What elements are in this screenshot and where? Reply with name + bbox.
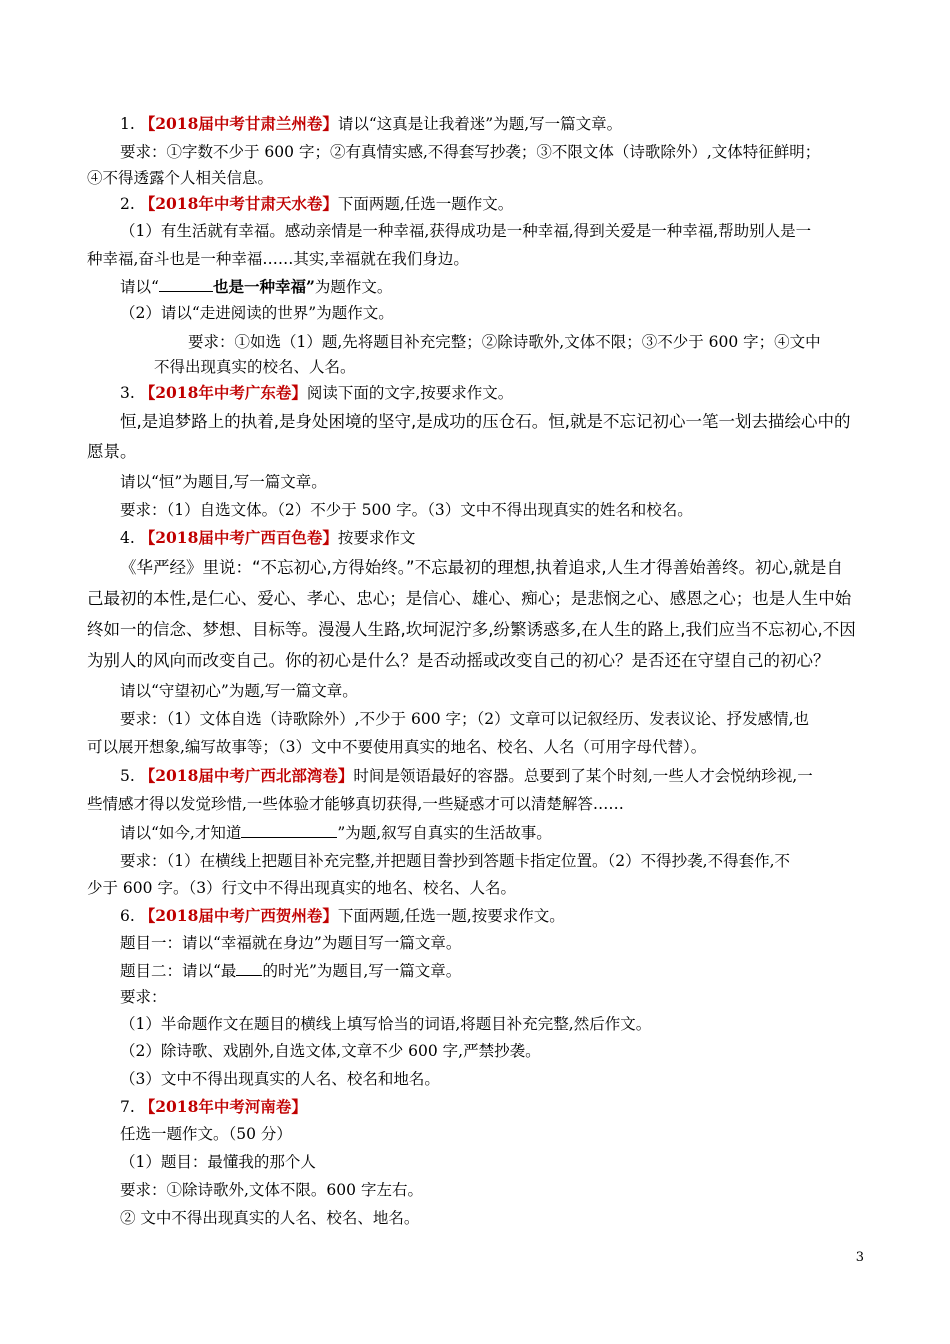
q2-title-prefix: 请以“	[120, 278, 159, 296]
q3-text: 阅读下面的文字,按要求作文。	[306, 384, 514, 402]
q4-material-quote: “不忘初心,方得始终。”不忘最初的理想,执着追求,人生才得善始善终。初心,就是自	[252, 558, 843, 577]
q7-requirement-1: 要求：①除诗歌外,文体不限。600 字左右。	[120, 1181, 423, 1199]
q4-material-line4: 为别人的风向而改变自己。你的初心是什么？是否动摇或改变自己的初心？是否还在守望自己的初心？	[87, 651, 830, 670]
q4-prompt: 请以“守望初心”为题,写一篇文章。	[120, 682, 358, 700]
q1-line	[120, 113, 622, 135]
q2-option1-line1: （1）有生活就有幸福。感动亲情是一种幸福,获得成功是一种幸福,得到关爱是一种幸福,帮助别人是一	[120, 222, 812, 240]
q7-line	[120, 1096, 307, 1118]
q2-title-suffix: 为题作文。	[314, 278, 393, 296]
q2-option2: （2）请以“走进阅读的世界”为题作文。	[120, 304, 394, 322]
q5-prompt	[120, 821, 552, 844]
q6-topic-2-suffix: 的时光”为题目,写一篇文章。	[262, 962, 462, 980]
q7-requirement-2: ② 文中不得出现真实的人名、校名、地名。	[120, 1209, 420, 1227]
q6-topic-2-prefix: 题目二：请以“最	[120, 962, 237, 980]
q2-option1-line2: 种幸福,奋斗也是一种幸福……其实,幸福就在我们身边。	[87, 250, 469, 268]
q3-line	[120, 382, 513, 404]
q4-material-source: 《华严经》里说：	[120, 558, 252, 577]
q4-text: 按要求作文	[337, 529, 416, 547]
q2-title-prompt	[120, 275, 392, 298]
q6-number: 6.	[120, 907, 135, 925]
q5-line	[120, 765, 813, 787]
q4-material-line1	[120, 556, 843, 580]
q2-title-bold: 也是一种幸福”	[212, 277, 315, 296]
q5-source-tag: 【2018届中考广西北部湾卷】	[139, 766, 354, 785]
q3-material-line1: 恒,是追梦路上的执着,是身处困境的坚守,是成功的压仓石。恒,就是不忘记初心一笔一划去描绘心中的	[120, 412, 851, 431]
q6-requirement-2: （2）除诗歌、戏剧外,自选文体,文章不少 600 字,严禁抄袭。	[120, 1042, 541, 1060]
q2-source-tag: 【2018年中考甘肃天水卷】	[139, 194, 338, 213]
q7-instruction: 任选一题作文。（50 分）	[120, 1125, 292, 1143]
q6-text: 下面两题,任选一题,按要求作文。	[337, 907, 565, 925]
q5-requirement-1: 要求：（1）在横线上把题目补充完整,并把题目誊抄到答题卡指定位置。（2）不得抄袭,不得套作,不	[120, 852, 791, 870]
q6-source-tag: 【2018届中考广西贺州卷】	[139, 906, 338, 925]
q6-topic-2	[120, 959, 461, 982]
q4-material-line2: 己最初的本性,是仁心、爱心、孝心、忠心；是信心、雄心、痴心；是悲悯之心、感恩之心；也是人生中始	[87, 589, 852, 608]
q1-source-tag: 【2018届中考甘肃兰州卷】	[139, 114, 338, 133]
q3-prompt: 请以“恒”为题目,写一篇文章。	[120, 473, 327, 491]
q6-topic-1: 题目一：请以“幸福就在身边”为题目写一篇文章。	[120, 934, 462, 952]
q2-number: 2.	[120, 195, 135, 213]
q2-line	[120, 193, 513, 215]
q4-source-tag: 【2018届中考广西百色卷】	[139, 528, 338, 547]
q3-material-line2: 愿景。	[87, 442, 137, 461]
q2-requirement-2: 不得出现真实的校名、人名。	[154, 358, 356, 376]
q6-line	[120, 905, 565, 927]
q5-prompt-prefix: 请以“如今,才知道	[120, 824, 242, 842]
q6-requirement-heading: 要求：	[120, 988, 167, 1006]
q5-prompt-blank	[241, 821, 337, 838]
q3-number: 3.	[120, 384, 135, 402]
q3-source-tag: 【2018年中考广东卷】	[139, 383, 307, 402]
q1-text: 请以“这真是让我着迷”为题,写一篇文章。	[337, 115, 623, 133]
q2-title-blank	[159, 275, 213, 292]
q6-topic-2-blank	[236, 959, 262, 976]
q6-requirement-1: （1）半命题作文在题目的横线上填写恰当的词语,将题目补充完整,然后作文。	[120, 1015, 652, 1033]
q4-requirement-2: 可以展开想象,编写故事等；（3）文中不要使用真实的地名、校名、人名（可用字母代替）。	[87, 738, 707, 756]
q5-prompt-suffix: ”为题,叙写自真实的生活故事。	[337, 824, 552, 842]
page-number: 3	[855, 1250, 864, 1265]
q4-material-line3: 终如一的信念、梦想、目标等。漫漫人生路,坎坷泥泞多,纷繁诱惑多,在人生的路上,我们应当不忘初心,不因	[87, 620, 856, 639]
q5-text-1: 时间是领语最好的容器。总要到了某个时刻,一些人才会悦纳珍视,一	[353, 767, 813, 785]
q5-requirement-2: 少于 600 字。（3）行文中不得出现真实的地名、校名、人名。	[87, 879, 517, 897]
q3-requirement: 要求：（1）自选文体。（2）不少于 500 字。（3）文中不得出现真实的姓名和校名。	[120, 501, 693, 519]
q1-requirement-1: 要求：①字数不少于 600 字；②有真情实感,不得套写抄袭；③不限文体（诗歌除外）,文体特征鲜明；	[120, 143, 821, 161]
q1-number: 1.	[120, 115, 135, 133]
q5-text-2: 些情感才得以发觉珍惜,一些体验才能够真切获得,一些疑惑才可以清楚解答……	[87, 795, 624, 813]
q4-line	[120, 527, 415, 549]
q1-requirement-2: ④不得透露个人相关信息。	[87, 169, 274, 187]
q7-source-tag: 【2018年中考河南卷】	[139, 1097, 307, 1116]
q7-topic: （1）题目：最懂我的那个人	[120, 1153, 316, 1171]
q2-text: 下面两题,任选一题作文。	[337, 195, 514, 213]
q7-number: 7.	[120, 1098, 135, 1116]
q2-requirement-1: 要求：①如选（1）题,先将题目补充完整；②除诗歌外,文体不限；③不少于 600 字；④文中	[188, 333, 821, 351]
q4-requirement-1: 要求：（1）文体自选（诗歌除外）,不少于 600 字；（2）文章可以记叙经历、发表议论、抒发感情,也	[120, 710, 810, 728]
q6-requirement-3: （3）文中不得出现真实的人名、校名和地名。	[120, 1070, 440, 1088]
q5-number: 5.	[120, 767, 135, 785]
q4-number: 4.	[120, 529, 135, 547]
